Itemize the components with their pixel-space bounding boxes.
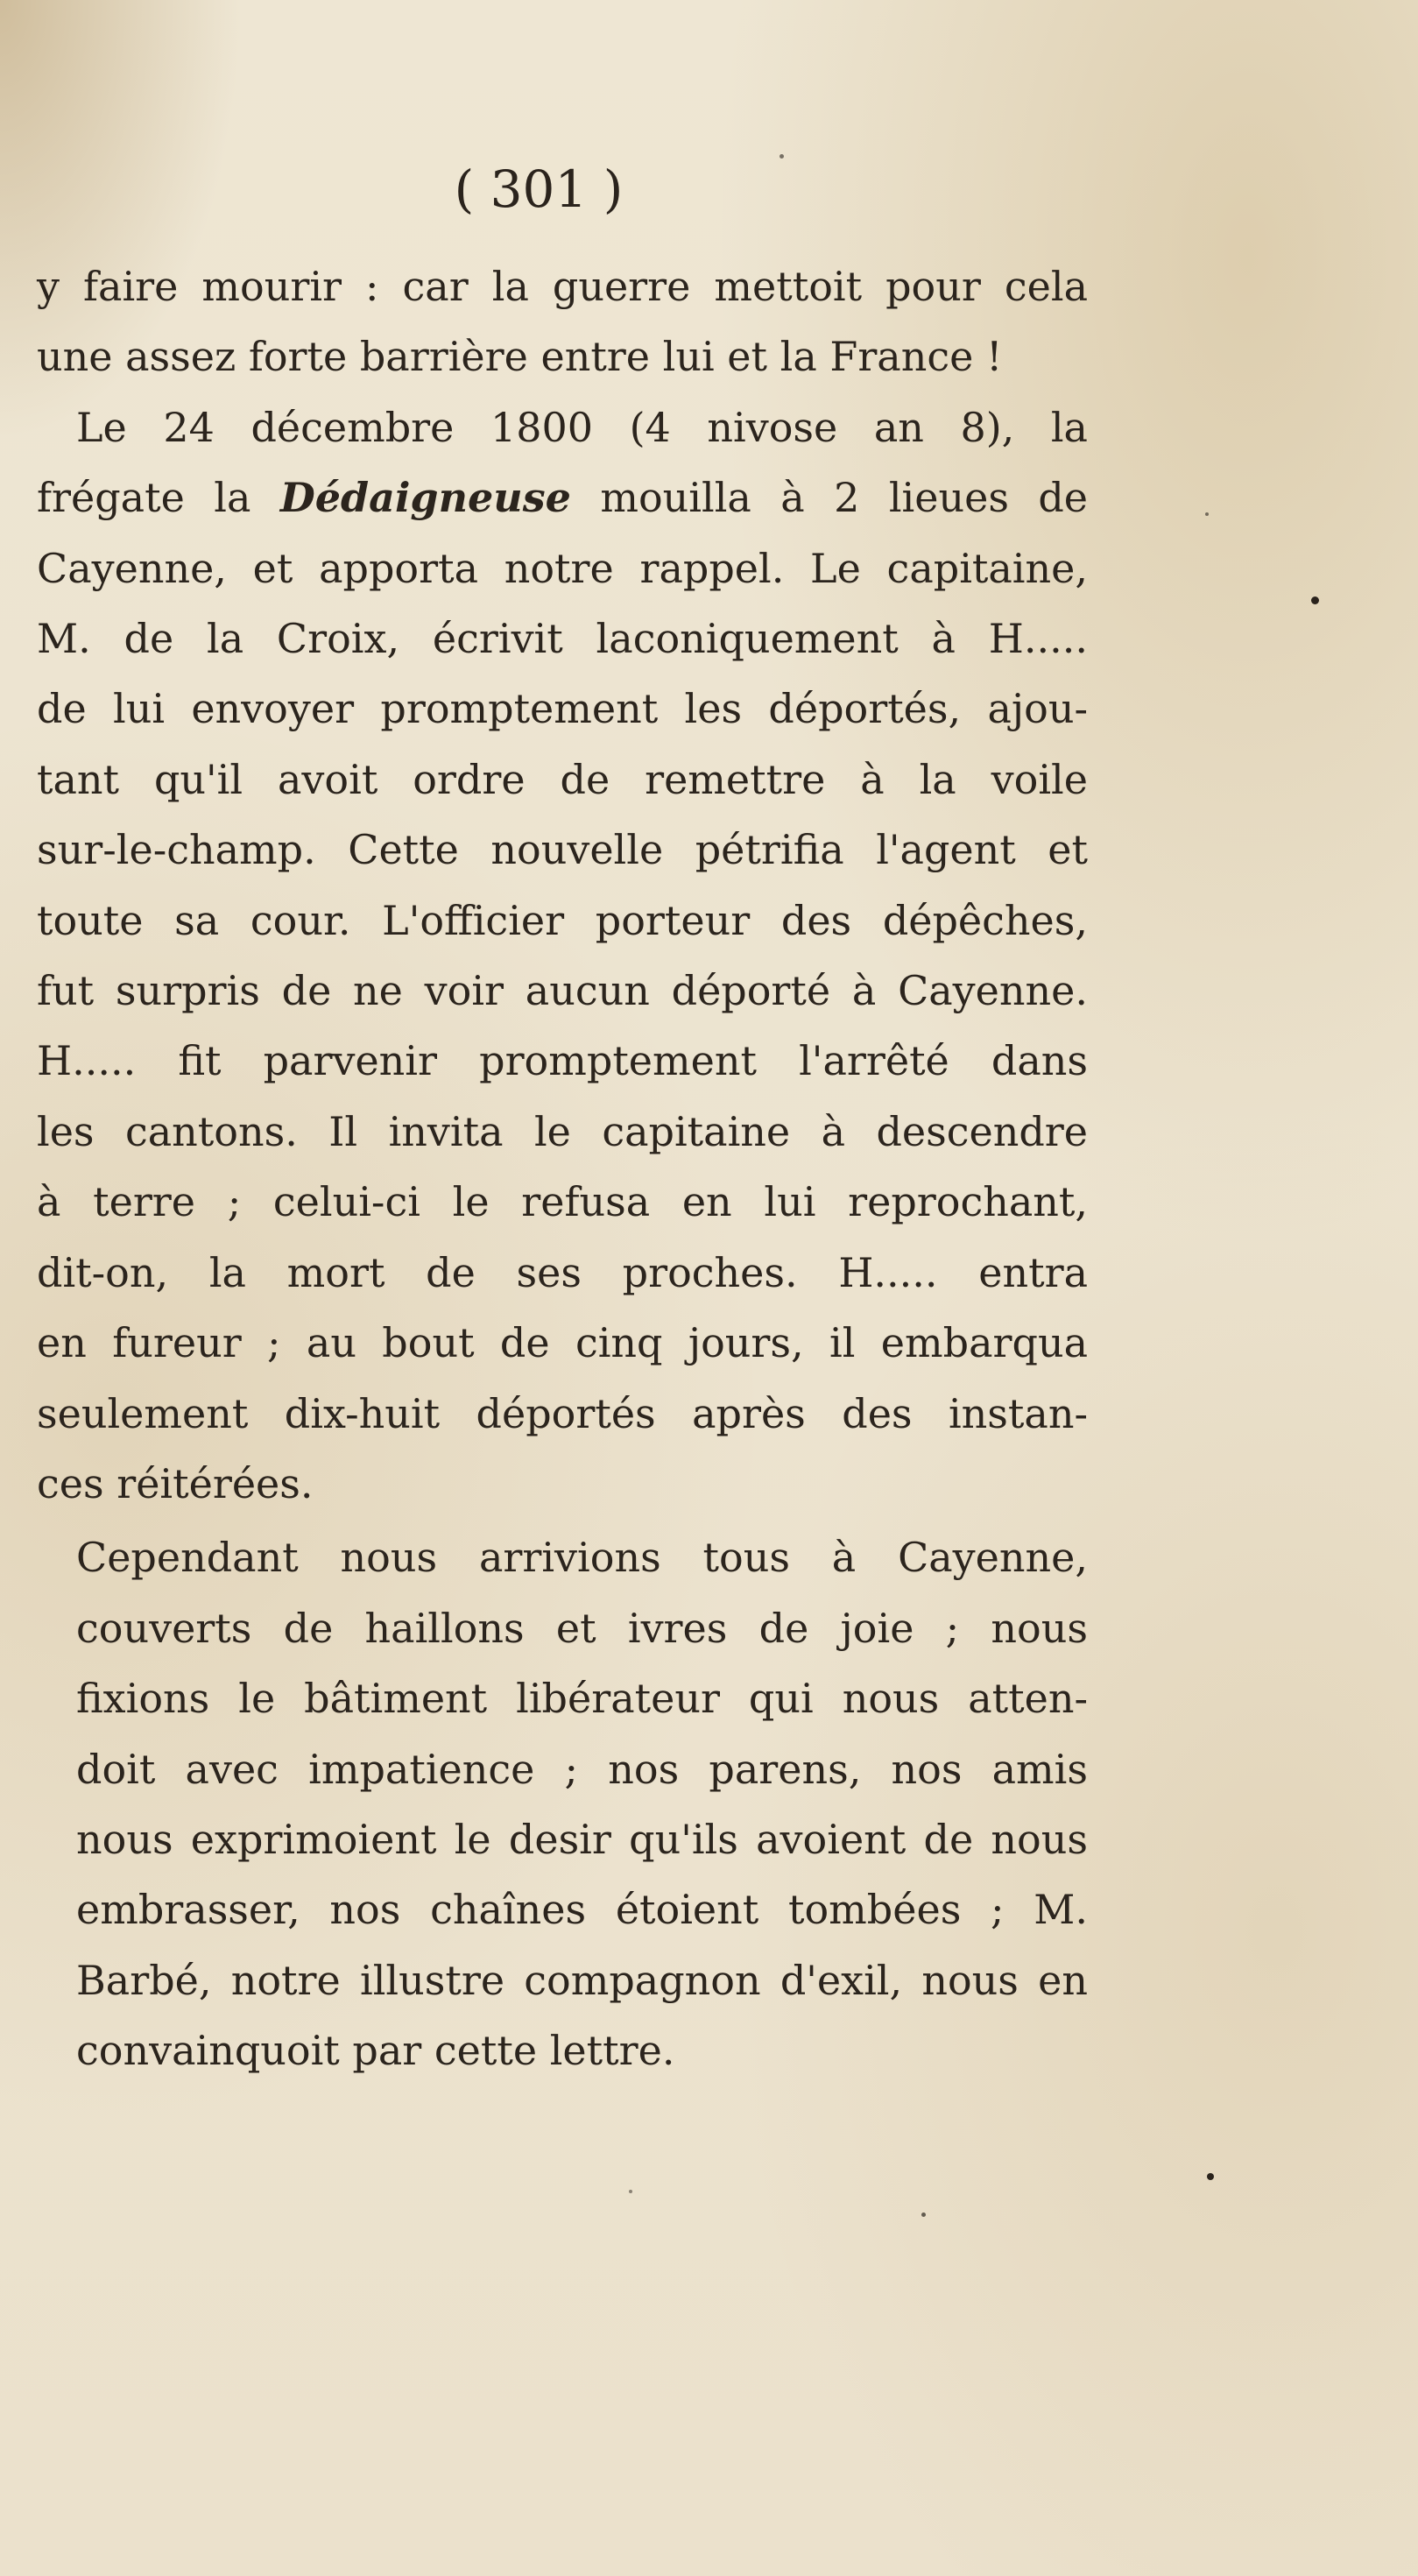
paper-speck (1205, 512, 1209, 516)
text-line: Cependant nous arrivions tous à Cayenne, (76, 1534, 1088, 1582)
text-line: fut surpris de ne voir aucun déporté à Cayenne. (37, 967, 1088, 1015)
text-fragment: frégate la (37, 474, 251, 522)
text-line: en fureur ; au bout de cinq jours, il embarqua (37, 1319, 1088, 1367)
ship-name: Dédaigneuse (279, 474, 571, 522)
text-line: tant qu'il avoit ordre de remettre à la voile (37, 755, 1088, 803)
paper-speck (1311, 596, 1319, 604)
text-line: Le 24 décembre 1800 (4 nivose an 8), la (76, 403, 1088, 451)
text-line: de lui envoyer promptement les déportés, ajou- (37, 685, 1088, 733)
text-line: sur-le-champ. Cette nouvelle pétrifia l'agent et (37, 826, 1088, 874)
paper-speck (780, 154, 784, 159)
paper-speck (629, 2190, 632, 2193)
text-line: ces réitérées. (37, 1459, 314, 1507)
text-line: Cayenne, et apporta notre rappel. Le capitaine, (37, 544, 1088, 592)
text-line: y faire mourir : car la guerre mettoit pour cela (37, 263, 1088, 310)
text-line: à terre ; celui-ci le refusa en lui reprochant, (37, 1178, 1088, 1226)
text-line: toute sa cour. L'officier porteur des dépêches, (37, 896, 1088, 944)
paper-speck (1207, 2173, 1214, 2180)
text-line-with-ship-name (37, 462, 1088, 533)
text-fragment: mouilla à 2 lieues de (600, 474, 1089, 522)
text-line: Barbé, notre illustre compagnon d'exil, nous en (76, 1956, 1088, 2004)
text-line: H..... fit parvenir promptement l'arrêté dans (37, 1037, 1088, 1085)
page-number: ( 301 ) (454, 159, 624, 219)
text-line: M. de la Croix, écrivit laconiquement à H..... (37, 615, 1088, 663)
text-line: doit avec impatience ; nos parens, nos amis (76, 1745, 1088, 1793)
text-line: nous exprimoient le desir qu'ils avoient de nous (76, 1815, 1088, 1863)
text-line: embrasser, nos chaînes étoient tombées ; M. (76, 1886, 1088, 1934)
text-line: dit-on, la mort de ses proches. H..... entra (37, 1248, 1088, 1296)
text-line: couverts de haillons et ivres de joie ; nous (76, 1604, 1088, 1652)
paper-speck (921, 2213, 926, 2217)
body-text (37, 251, 1088, 2086)
text-line: convainquoit par cette lettre. (76, 2027, 675, 2075)
text-line: seulement dix-huit déportés après des instan- (37, 1389, 1088, 1437)
text-line: une assez forte barrière entre lui et la France ! (37, 333, 1003, 381)
text-line: fixions le bâtiment libérateur qui nous atten- (76, 1675, 1088, 1723)
text-line: les cantons. Il invita le capitaine à descendre (37, 1107, 1088, 1155)
